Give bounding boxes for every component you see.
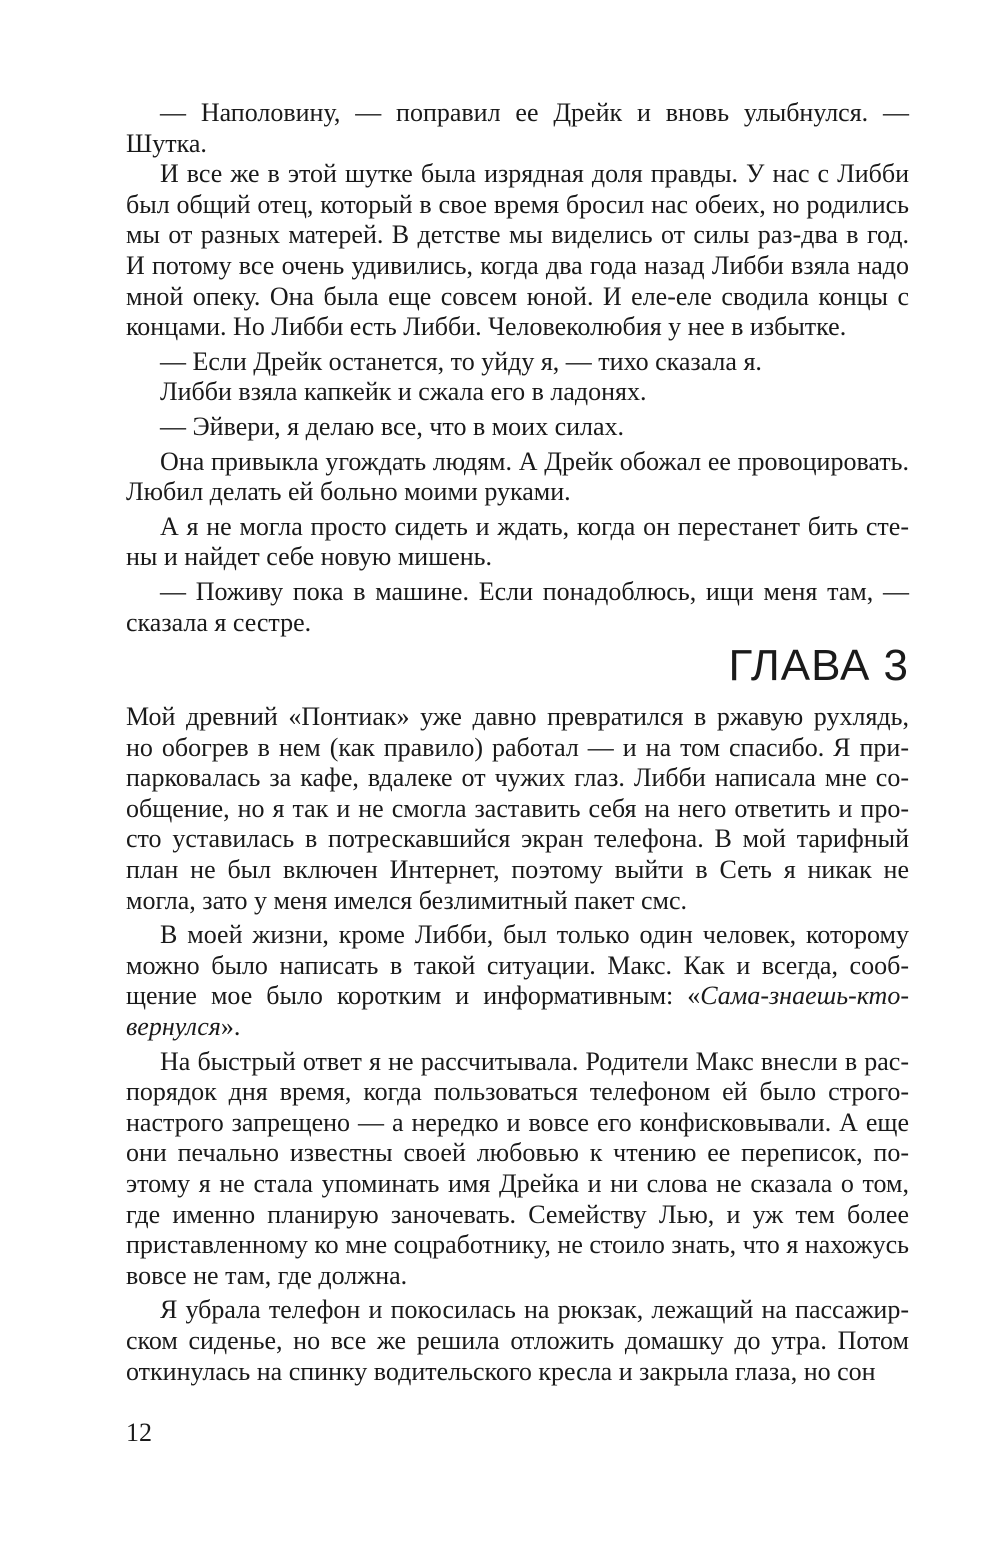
paragraph: На быстрый ответ я не рассчитывала. Родители Макс внесли в распорядок дня время, когда пользоваться телефоном ей было строго-настрого запрещено — а нередко и вовсе его конфисковывали. А еще они печально известны своей любовью к чтению ее переписок, поэтому я не стала упоминать имя Дрейка и ни слова не сказала о том, где именно планирую заночевать. Семейству Лью, и уж тем более приставленному ко мне соцработнику, не стоило знать, что я нахожусь вовсе не там, где должна. (126, 1046, 909, 1290)
book-page (126, 98, 909, 1391)
paragraph: Либби взяла капкейк и сжала его в ладонях. (160, 377, 647, 407)
paragraph: Я убрала телефон и покосилась на рюкзак, лежащий на пассажирском сиденье, но все же решила отложить домашку до утра. Потом откинулась на спинку водительского кресла и закрыла глаза, но сон (126, 1295, 909, 1386)
paragraph: А я не могла просто сидеть и ждать, когда он перестанет бить стены и найдет себе новую мишень. (126, 511, 909, 572)
paragraph: Она привыкла угождать людям. А Дрейк обожал ее провоцировать. Любил делать ей больно моими руками. (126, 446, 909, 507)
page-number: 12 (126, 1418, 152, 1447)
paragraph: — Если Дрейк останется, то уйду я, — тихо сказала я. (160, 346, 762, 376)
paragraph: И все же в этой шутке была изрядная доля правды. У нас с Либби был общий отец, который в свое время бросил нас обеих, но родились мы от разных матерей. В детстве мы виделись от силы раз-два в год. И потому все очень удивились, когда два года назад Либби взяла надо мной опеку. Она была еще совсем юной. И еле-еле сводила концы с концами. Но Либби есть Либби. Человеколюбия у нее в избытке. (126, 159, 909, 342)
paragraph-text: ». (220, 1012, 241, 1042)
italic-message: Сама-знаешь-кто-вернулся (126, 981, 909, 1042)
chapter-first-paragraph: Мой древний «Понтиак» уже давно превратился в ржавую рухлядь, но обогрев в нем (как правило) работал — и на том спасибо. Я припарковалась за кафе, вдалеке от чужих глаз. Либби написала мне сообщение, но я так и не смогла заставить себя на него ответить и просто уставилась в потрескавшийся экран телефона. В мой тарифный план не был включен Интернет, поэтому выйти в Сеть я никак не могла, зато у меня имелся безлимитный пакет смс. (126, 702, 909, 915)
paragraph: — Поживу пока в машине. Если понадоблюсь, ищи меня там, — сказала я сестре. (126, 576, 909, 637)
paragraph: — Эйвери, я делаю все, что в моих силах. (160, 411, 625, 441)
paragraph: — Наполовину, — поправил ее Дрейк и вновь улыбнулся. — Шутка. (126, 98, 909, 158)
chapter-heading: ГЛАВА 3 (728, 641, 909, 691)
paragraph (126, 920, 909, 1042)
paragraph-text: В моей жизни, кроме Либби, был только один человек, которому можно было написать в такой ситуации. Макс. Как и всегда, сообщение мое было коротким и информативным: « (126, 920, 909, 1011)
